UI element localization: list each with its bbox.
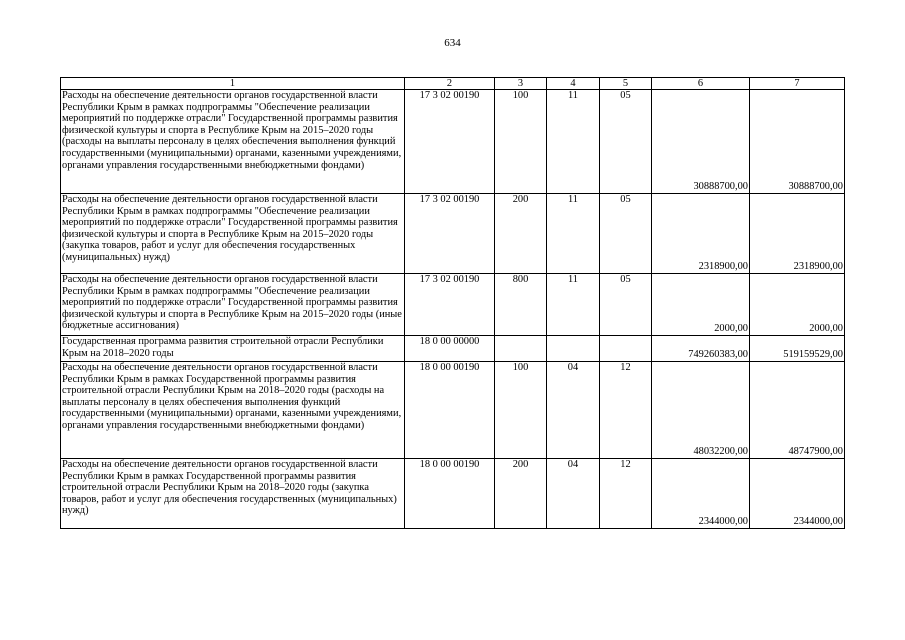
expense-name: Расходы на обеспечение деятельности органов государственной власти Республики Крым в рамках Государственной программы развития строительной отрасли Республики Крым на 2018–2020 годы (закупка товаров, работ и услуг для обеспечения государственных (муниципальных) нужд) <box>61 459 405 529</box>
budget-table <box>60 77 845 529</box>
table-header-row <box>61 78 845 90</box>
amount-col6: 2318900,00 <box>652 194 750 274</box>
subsection <box>600 336 652 362</box>
subsection: 05 <box>600 194 652 274</box>
subsection: 05 <box>600 274 652 336</box>
table-row <box>61 362 845 459</box>
expense-name: Расходы на обеспечение деятельности органов государственной власти Республики Крым в рамках подпрограммы "Обеспечение реализации мероприятий по поддержке отрасли" Государственной программы развития физической культуры и спорта в Республике Крым на 2015–2020 годы (расходы на выплаты персоналу в целях обеспечения выполнения функций государственными (муниципальными) органами, казенными учреждениями, органами управления государственными внебюджетными фондами) <box>61 90 405 194</box>
column-header: 3 <box>495 78 547 90</box>
column-header: 7 <box>750 78 845 90</box>
target-code: 18 0 00 00190 <box>405 459 495 529</box>
amount-col7: 48747900,00 <box>750 362 845 459</box>
table-row <box>61 336 845 362</box>
amount-col7: 2318900,00 <box>750 194 845 274</box>
amount-col7: 30888700,00 <box>750 90 845 194</box>
amount-col7: 2000,00 <box>750 274 845 336</box>
subsection: 12 <box>600 459 652 529</box>
section: 04 <box>547 362 600 459</box>
column-header: 1 <box>61 78 405 90</box>
section: 11 <box>547 194 600 274</box>
expense-name: Расходы на обеспечение деятельности органов государственной власти Республики Крым в рамках подпрограммы "Обеспечение реализации мероприятий по поддержке отрасли" Государственной программы развития физической культуры и спорта в Республике Крым на 2015–2020 годы (закупка товаров, работ и услуг для обеспечения государственных (муниципальных) нужд) <box>61 194 405 274</box>
amount-col6: 2000,00 <box>652 274 750 336</box>
table-row <box>61 90 845 194</box>
column-header: 2 <box>405 78 495 90</box>
program-name: Государственная программа развития строительной отрасли Республики Крым на 2018–2020 годы <box>61 336 405 362</box>
expense-type: 200 <box>495 459 547 529</box>
subsection: 12 <box>600 362 652 459</box>
amount-col7: 2344000,00 <box>750 459 845 529</box>
table-row <box>61 194 845 274</box>
expense-type: 800 <box>495 274 547 336</box>
expense-name: Расходы на обеспечение деятельности органов государственной власти Республики Крым в рамках Государственной программы развития строительной отрасли Республики Крым на 2018–2020 годы (расходы на выплаты персоналу в целях обеспечения выполнения функций государственными (муниципальными) органами, казенными учреждениями, органами управления государственными внебюджетными фондами) <box>61 362 405 459</box>
expense-type: 100 <box>495 90 547 194</box>
target-code: 18 0 00 00000 <box>405 336 495 362</box>
column-header: 4 <box>547 78 600 90</box>
amount-col6: 30888700,00 <box>652 90 750 194</box>
section: 11 <box>547 90 600 194</box>
page-number: 634 <box>444 37 461 49</box>
section: 04 <box>547 459 600 529</box>
column-header: 5 <box>600 78 652 90</box>
amount-col6: 749260383,00 <box>652 336 750 362</box>
section <box>547 336 600 362</box>
target-code: 18 0 00 00190 <box>405 362 495 459</box>
amount-col6: 48032200,00 <box>652 362 750 459</box>
target-code: 17 3 02 00190 <box>405 274 495 336</box>
expense-type: 100 <box>495 362 547 459</box>
expense-name: Расходы на обеспечение деятельности органов государственной власти Республики Крым в рамках подпрограммы "Обеспечение реализации мероприятий по поддержке отрасли" Государственной программы развития физической культуры и спорта в Республике Крым на 2015–2020 годы (иные бюджетные ассигнования) <box>61 274 405 336</box>
target-code: 17 3 02 00190 <box>405 194 495 274</box>
table-row <box>61 274 845 336</box>
table-row <box>61 459 845 529</box>
section: 11 <box>547 274 600 336</box>
amount-col6: 2344000,00 <box>652 459 750 529</box>
target-code: 17 3 02 00190 <box>405 90 495 194</box>
column-header: 6 <box>652 78 750 90</box>
expense-type: 200 <box>495 194 547 274</box>
expense-type <box>495 336 547 362</box>
subsection: 05 <box>600 90 652 194</box>
amount-col7: 519159529,00 <box>750 336 845 362</box>
